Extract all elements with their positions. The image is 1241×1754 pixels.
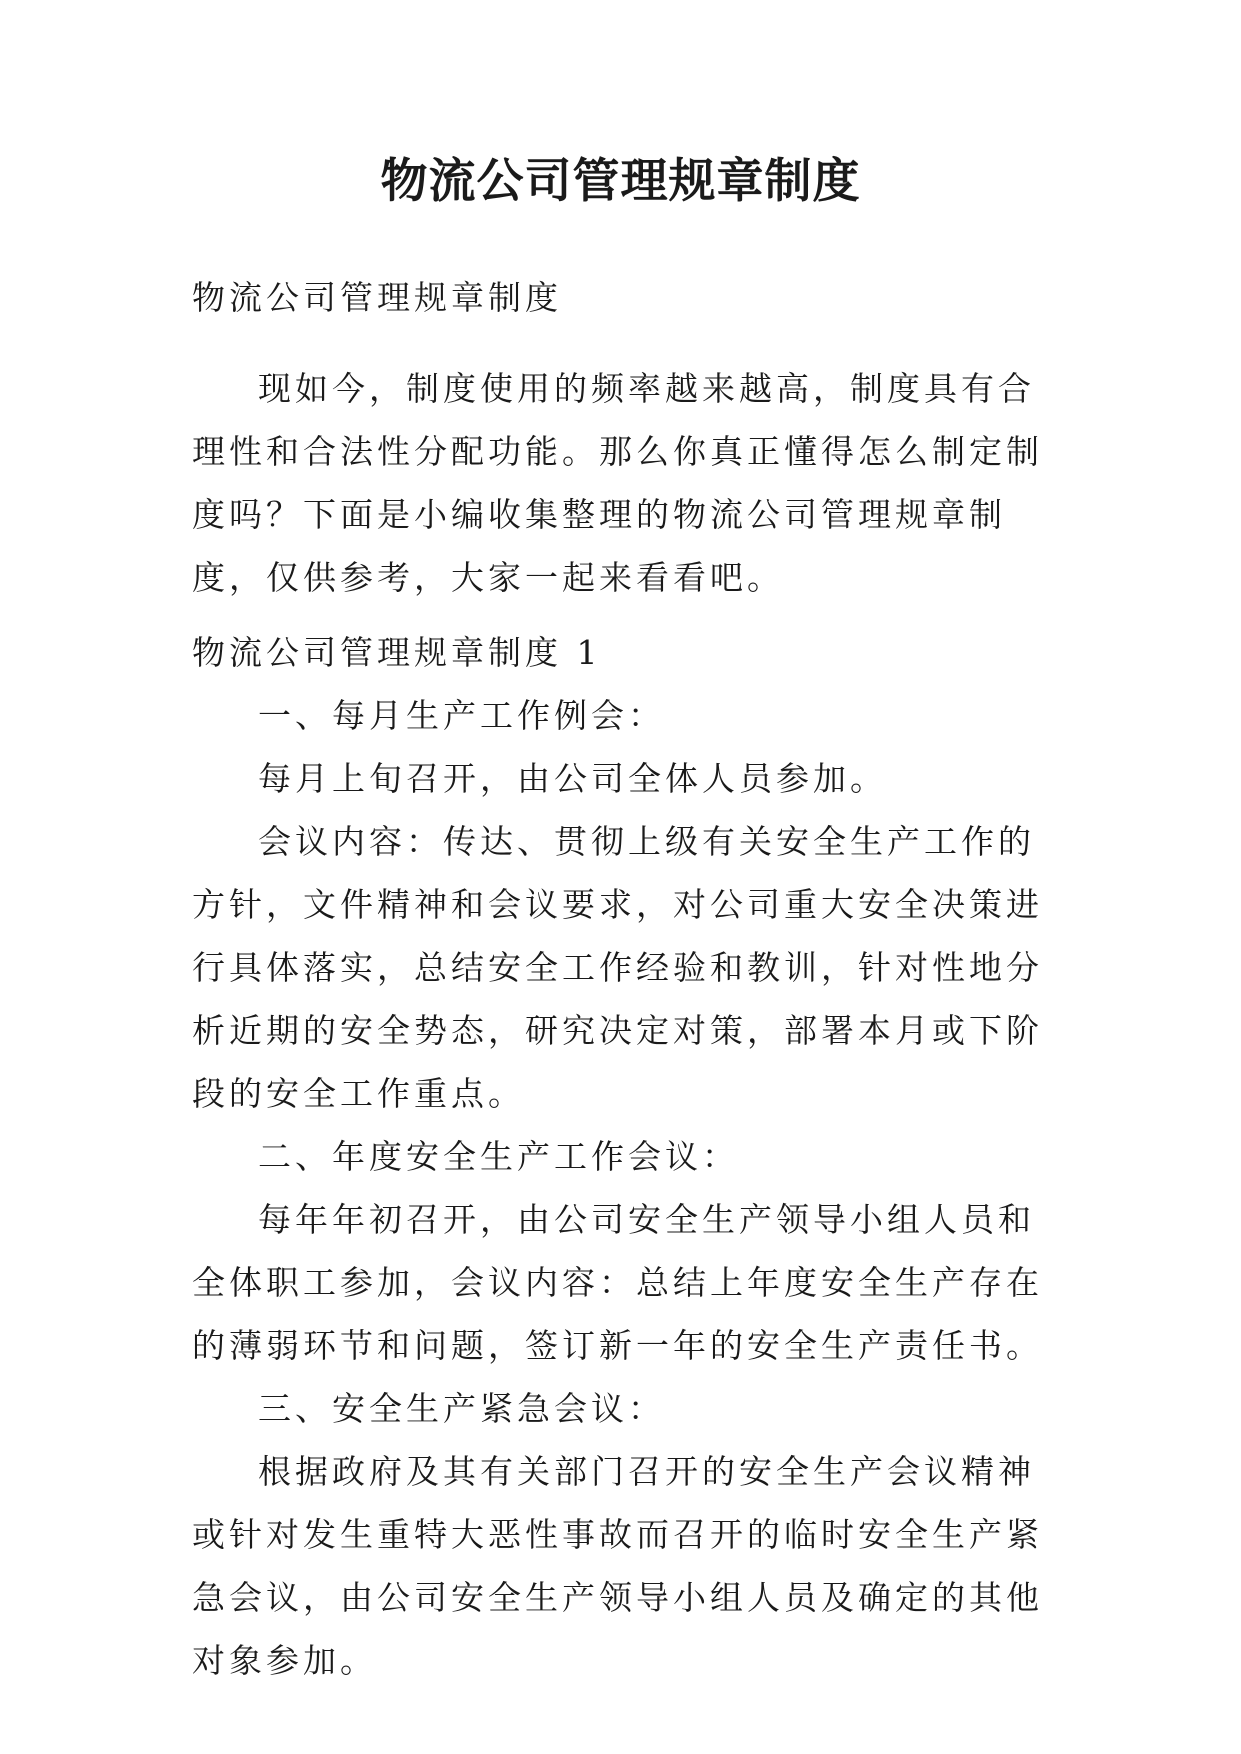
section-heading: 物流公司管理规章制度 1 [192,633,602,672]
document-title: 物流公司管理规章制度 [380,154,861,209]
paragraph-meeting-annual-heading: 二、年度安全生产工作会议： [258,1137,739,1176]
paragraph-meeting-monthly-time: 每月上旬召开，由公司全体人员参加。 [258,759,887,798]
paragraph-meeting-monthly-content: 会议内容：传达、贯彻上级有关安全生产工作的方针，文件精神和会议要求，对公司重大安全决策进行具体落实，总结安全工作经验和教训，针对性地分析近期的安全势态，研究决定对策，部署本月或下阶段的安全工作重点。 [192,822,1043,1113]
document-subtitle: 物流公司管理规章制度 [192,278,562,317]
intro-block [192,357,1052,609]
paragraph-meeting-emergency-content: 根据政府及其有关部门召开的安全生产会议精神或针对发生重特大恶性事故而召开的临时安全生产紧急会议，由公司安全生产领导小组人员及确定的其他对象参加。 [192,1452,1043,1680]
paragraph-meeting-emergency-heading: 三、安全生产紧急会议： [258,1389,665,1428]
section-1-block [192,621,1052,1692]
paragraph-meeting-annual-content: 每年年初召开，由公司安全生产领导小组人员和全体职工参加，会议内容：总结上年度安全生产存在的薄弱环节和问题，签订新一年的安全生产责任书。 [192,1200,1043,1365]
document-subtitle-block [192,266,1052,329]
intro-paragraph: 现如今，制度使用的频率越来越高，制度具有合理性和合法性分配功能。那么你真正懂得怎么制定制度吗？下面是小编收集整理的物流公司管理规章制度，仅供参考，大家一起来看看吧。 [192,369,1043,597]
paragraph-meeting-monthly-heading: 一、每月生产工作例会： [258,696,665,735]
